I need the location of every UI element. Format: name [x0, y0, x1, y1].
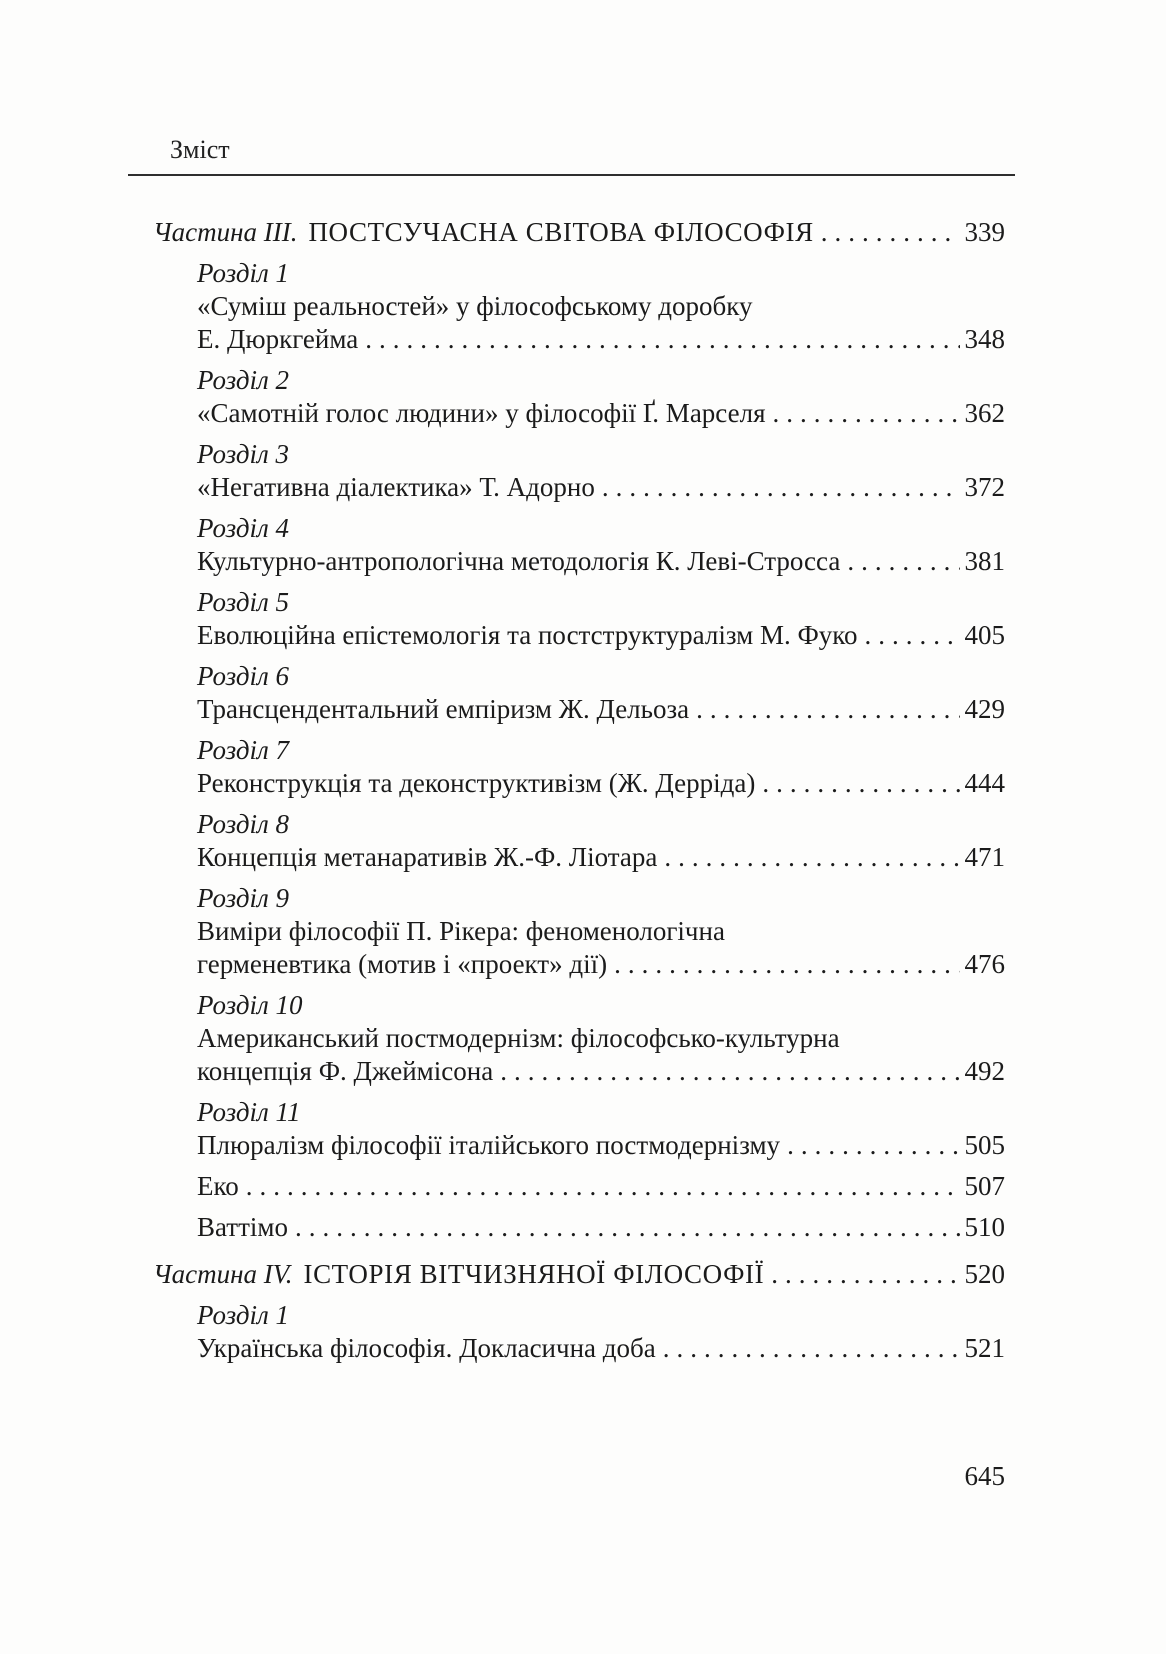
dot-leader — [771, 1258, 959, 1291]
toc-line — [197, 397, 1005, 430]
toc-line — [197, 1055, 1005, 1088]
toc-line-text: концепція Ф. Джеймісона — [197, 1056, 494, 1086]
toc-line — [197, 471, 1005, 504]
page-number: 348 — [964, 324, 1005, 354]
toc-chapter-block — [153, 734, 1005, 800]
toc-line-text: «Самотній голос людини» у філософії Ґ. Марселя — [197, 398, 766, 428]
toc-line-text: Е. Дюркгейма — [197, 324, 359, 354]
dot-leader — [295, 1211, 960, 1244]
toc-line — [197, 767, 1005, 800]
toc-line — [197, 915, 1005, 948]
dot-leader — [696, 693, 959, 726]
toc-line — [197, 948, 1005, 981]
toc-line — [197, 545, 1005, 578]
toc-chapter-block — [153, 1170, 1005, 1203]
toc-chapter-heading: Розділ 7 — [197, 735, 290, 765]
toc-chapter-block — [153, 438, 1005, 504]
dot-leader — [664, 841, 959, 874]
toc-chapter-block — [153, 512, 1005, 578]
toc-line-text: герменевтика (мотив і «проект» дії) — [197, 949, 608, 979]
page-number: 510 — [964, 1212, 1005, 1242]
toc-chapter-block — [153, 808, 1005, 874]
toc-chapter-block — [153, 257, 1005, 356]
toc-line — [197, 323, 1005, 356]
dot-leader — [614, 948, 959, 981]
toc-chapter-heading: Розділ 4 — [197, 513, 290, 543]
toc-line — [197, 619, 1005, 652]
page-number: 339 — [964, 217, 1005, 247]
page-number: 505 — [964, 1130, 1005, 1160]
toc-chapter-heading: Розділ 10 — [197, 990, 303, 1020]
toc-chapter-heading: Розділ 11 — [197, 1097, 301, 1127]
toc-line-text: Американський постмодернізм: філософсько-культурна — [197, 1023, 840, 1053]
toc-chapter-block — [153, 882, 1005, 981]
toc-line-text: Реконструкція та деконструктивізм (Ж. Дерріда) — [197, 768, 756, 798]
page-number: 429 — [964, 694, 1005, 724]
dot-leader — [787, 1129, 959, 1162]
toc-part-row — [153, 1258, 1005, 1291]
page-number: 521 — [964, 1333, 1005, 1363]
toc-chapter-heading: Розділ 8 — [197, 809, 290, 839]
toc-line — [197, 1332, 1005, 1365]
page-number: 405 — [964, 620, 1005, 650]
dot-leader — [865, 619, 960, 652]
toc-line — [197, 1022, 1005, 1055]
toc-line-text: Культурно-антропологічна методологія К. Леві-Стросса — [197, 546, 841, 576]
toc-chapter-heading: Розділ 1 — [197, 258, 290, 288]
page-number: 444 — [964, 768, 1005, 798]
toc-part-label: Частина III. — [153, 217, 298, 247]
toc-chapter-block — [153, 1299, 1005, 1365]
toc-line-text: Еко — [197, 1171, 239, 1201]
toc-line-text: Ваттімо — [197, 1212, 288, 1242]
dot-leader — [821, 216, 960, 249]
toc-line — [197, 841, 1005, 874]
toc-line-text: Плюралізм філософії італійського постмодернізму — [197, 1130, 781, 1160]
toc-line — [197, 1129, 1005, 1162]
toc-chapter-heading: Розділ 5 — [197, 587, 290, 617]
toc-chapter-heading: Розділ 2 — [197, 365, 290, 395]
toc-line-text: Концепція метанаративів Ж.-Ф. Ліотара — [197, 842, 658, 872]
folio-page-number: 645 — [964, 1461, 1005, 1491]
toc-line-text: Виміри філософії П. Рікера: феноменологічна — [197, 916, 725, 946]
page-number: 492 — [964, 1056, 1005, 1086]
dot-leader — [762, 767, 959, 800]
dot-leader — [663, 1332, 960, 1365]
toc-chapter-heading: Розділ 3 — [197, 439, 290, 469]
page-number: 372 — [964, 472, 1005, 502]
toc-line-text: «Негативна діалектика» Т. Адорно — [197, 472, 595, 502]
toc-line — [197, 693, 1005, 726]
toc-chapter-block — [153, 989, 1005, 1088]
toc-chapter-block — [153, 660, 1005, 726]
dot-leader — [365, 323, 959, 356]
toc-line-text: «Суміш реальностей» у філософському доробку — [197, 291, 753, 321]
page-number: 476 — [964, 949, 1005, 979]
page-number: 362 — [964, 398, 1005, 428]
dot-leader — [500, 1055, 959, 1088]
page-header-title: Зміст — [170, 135, 230, 164]
toc-chapter-heading: Розділ 1 — [197, 1300, 290, 1330]
toc-line-text: Українська філософія. Докласична доба — [197, 1333, 656, 1363]
page-header — [128, 136, 1015, 176]
toc-chapter-block — [153, 1211, 1005, 1244]
toc-part-row — [153, 216, 1005, 249]
toc-chapter-heading: Розділ 9 — [197, 883, 290, 913]
toc-line-text: Трансцендентальний емпіризм Ж. Дельоза — [197, 694, 690, 724]
toc-part-title: ПОСТСУЧАСНА СВІТОВА ФІЛОСОФІЯ — [308, 217, 814, 247]
toc-chapter-heading: Розділ 6 — [197, 661, 290, 691]
page-number: 507 — [964, 1171, 1005, 1201]
toc-line — [197, 1211, 1005, 1244]
toc-chapter-block — [153, 364, 1005, 430]
toc-part-label: Частина IV. — [153, 1259, 293, 1289]
table-of-contents — [153, 202, 1005, 1373]
page-number: 520 — [964, 1259, 1005, 1289]
page-number: 381 — [964, 546, 1005, 576]
toc-chapter-block — [153, 1096, 1005, 1162]
toc-chapter-block — [153, 586, 1005, 652]
toc-line — [197, 290, 1005, 323]
dot-leader — [847, 545, 959, 578]
dot-leader — [602, 471, 960, 504]
toc-line — [197, 1170, 1005, 1203]
dot-leader — [773, 397, 960, 430]
page-number: 471 — [964, 842, 1005, 872]
toc-line-text: Еволюційна епістемологія та постструктуралізм М. Фуко — [197, 620, 858, 650]
toc-part-title: ІСТОРІЯ ВІТЧИЗНЯНОЇ ФІЛОСОФІЇ — [303, 1259, 765, 1289]
dot-leader — [246, 1170, 960, 1203]
